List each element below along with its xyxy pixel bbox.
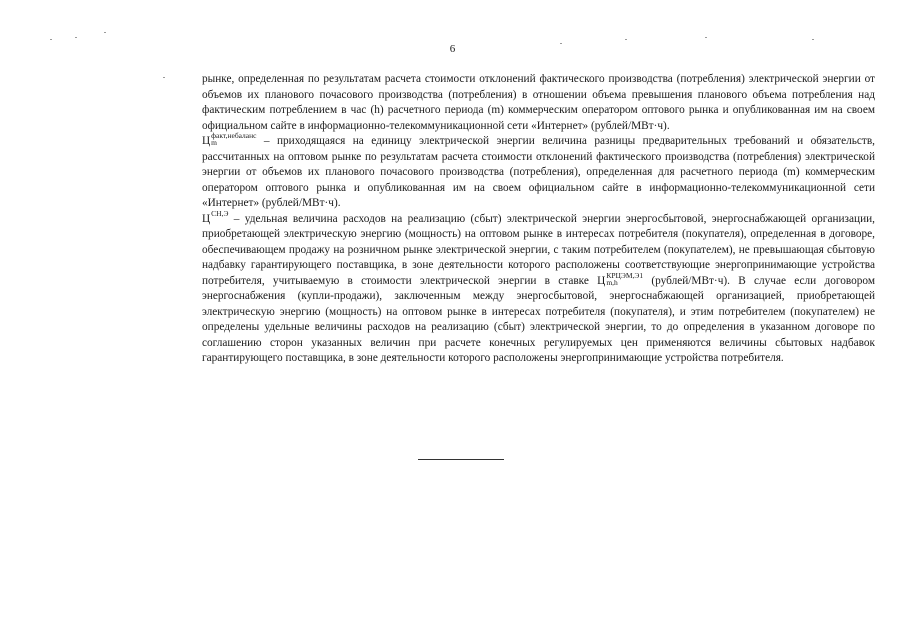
price-symbol: Ц факт,небаланс m	[202, 131, 257, 148]
paragraph-text: – приходящаяся на единицу электрической энергии величина разницы предварительных требований и обязательств, рассчитанных на оптовом рынке по результатам расчета стоимости отклонений фактического производства (потребления) электрической энергии от объемов их планового почасового производства (потребления), определенная для расчетного периода (m) коммерческим оператором оптового рынка и опубликованная им на своем официальном сайте в информационно-телекоммуникационной сети «Интернет» (рублей/МВт·ч).	[202, 135, 875, 209]
scan-speck	[75, 37, 77, 38]
document-body	[202, 72, 875, 367]
scan-speck	[163, 77, 165, 78]
paragraph-price-imbalance	[202, 131, 875, 212]
symbol-superscript: СН,Э	[211, 208, 229, 218]
rate-symbol: Ц КРЦЭМ,Э1 m,h	[597, 270, 644, 287]
price-symbol: Ц СН,Э	[202, 208, 229, 225]
scan-speck	[705, 37, 707, 38]
symbol-superscript: КРЦЭМ,Э1	[606, 270, 644, 280]
symbol-subscript: m	[211, 138, 218, 148]
paragraph-continuation: рынке, определенная по результатам расчета стоимости отклонений фактического производства (потребления) электрической энергии от объемов их планового почасового производства (потребления) в отношении объема превышения планового объема потребления над фактическим потреблением в час (h) расчетного периода (m) коммерческим оператором оптового рынка и опубликованная им на своем официальном сайте в информационно-телекоммуникационной сети «Интернет» (рублей/МВт·ч).	[202, 73, 875, 132]
scan-speck	[625, 39, 627, 40]
symbol-subscript: m,h	[606, 277, 618, 287]
paragraph-sales-expenses	[202, 208, 875, 367]
scan-speck	[104, 32, 106, 33]
page-number: 6	[449, 43, 456, 55]
symbol-superscript: факт,небаланс	[211, 131, 257, 141]
paragraph-text: (рублей/МВт·ч). В случае если договором энергоснабжения (купли-продажи), заключенным между энергосбытовой, энергоснабжающей организацией, приобретающей электрическую энергию (мощность) на оптовом рынке в интересах потребителя (покупателя), и этим потребителем (покупателем) не определены удельные величины расходов на реализацию (сбыт) электрической энергии, то до определения в указанном договоре по соглашению сторон указанных величин при расчете конечных регулируемых цен применяются величины сбытовых надбавок гарантирующего поставщика, в зоне деятельности которого расположены энергопринимающие устройства потребителя.	[202, 274, 875, 364]
end-divider	[418, 459, 504, 460]
scan-speck	[812, 39, 814, 40]
paragraph-text: – удельная величина расходов на реализацию (сбыт) электрической энергии энергосбытовой, энергоснабжающей организации, приобретающей электрическую энергию (мощность) на оптовом рынке в интересах потребителя (покупателя), определенная в договоре, обеспечивающем продажу на розничном рынке электрической энергии, с таким потребителем (покупателем), не превышающая сбытовую надбавку гарантирующего поставщика, в зоне деятельности которого расположены соответствующие энергопринимающие устройства потребителя, учитываемую в стоимости электрической энергии в ставке	[202, 212, 875, 287]
scan-speck	[50, 39, 52, 40]
